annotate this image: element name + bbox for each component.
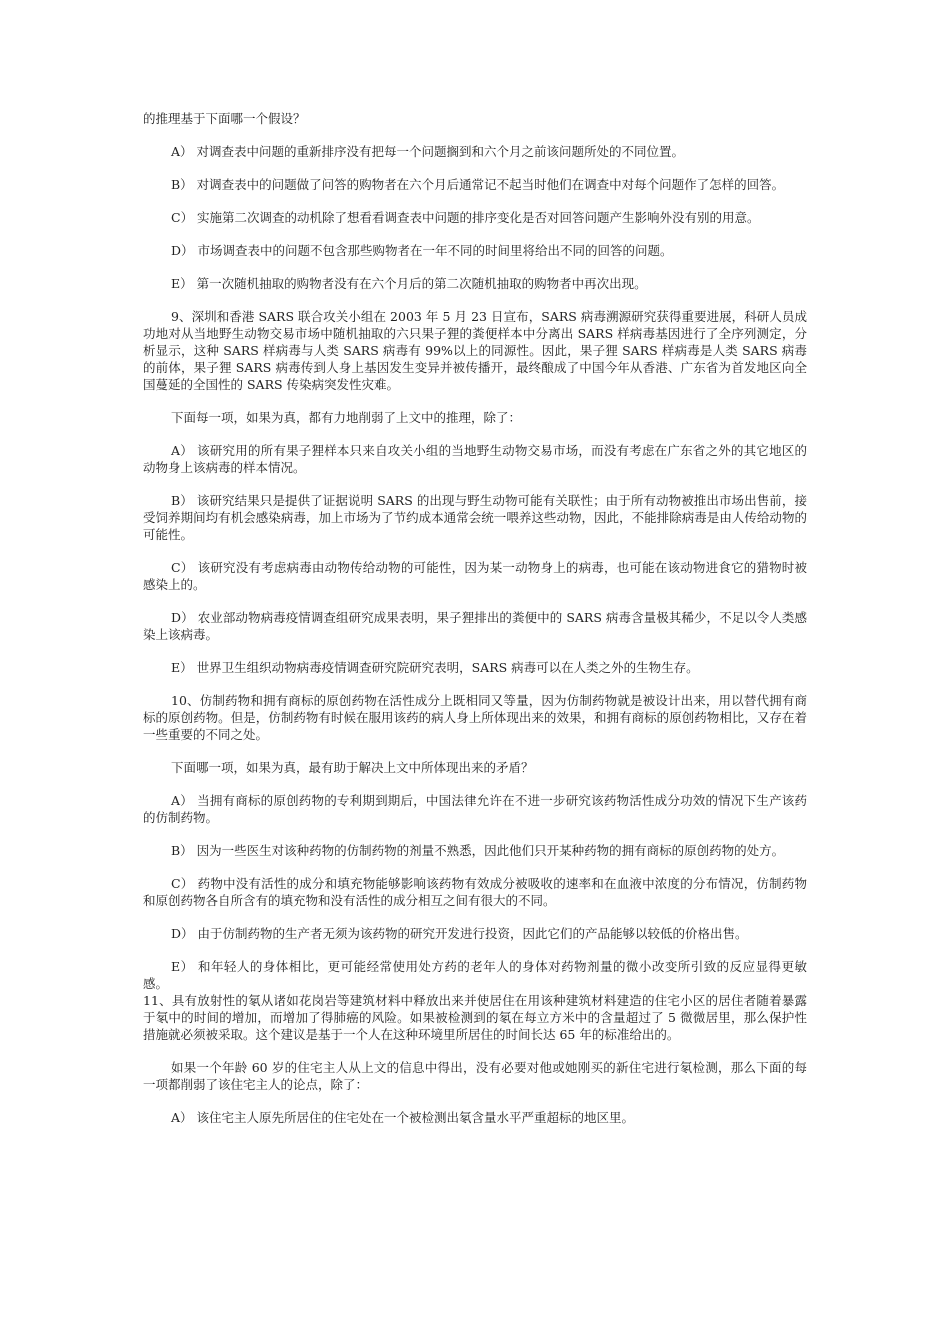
paragraph-option-d: D） 市场调查表中的问题不包含那些购物者在一年不同的时间里将给出不同的回答的问题。 <box>171 243 673 258</box>
paragraph-question-stem: 的推理基于下面哪一个假设？ <box>143 111 306 126</box>
paragraph-q10-option-e: E） 和年轻人的身体相比，更可能经常使用处方药的老年人的身体对药物剂量的微小改变所引致的反应显得更敏感。 <box>143 959 807 991</box>
paragraph-q9-option-b: B） 该研究结果只是提供了证据说明 SARS 的出现与野生动物可能有关联性；由于所有动物被推出市场出售前，接受饲养期间均有机会感染病毒，加上市场为了节约成本通常会统一喂养这些动物，因此，不能排除病毒是由人传给动物的可能性。 <box>143 493 807 542</box>
paragraph-q9-option-d: D） 农业部动物病毒疫情调查组研究成果表明，果子狸排出的粪便中的 SARS 病毒含量极其稀少，不足以令人类感染上该病毒。 <box>143 610 807 642</box>
paragraph-question-9-prompt: 下面每一项，如果为真，都有力地削弱了上文中的推理，除了： <box>171 410 522 425</box>
paragraph-question-10-prompt: 下面哪一项，如果为真，最有助于解决上文中所体现出来的矛盾？ <box>171 760 534 775</box>
paragraph-q11-option-a: A） 该住宅主人原先所居住的住宅处在一个被检测出氡含量水平严重超标的地区里。 <box>171 1110 635 1125</box>
paragraph-q9-option-c: C） 该研究没有考虑病毒由动物传给动物的可能性，因为某一动物身上的病毒，也可能在该动物进食它的猎物时被感染上的。 <box>143 560 807 592</box>
paragraph-q9-option-e: E） 世界卫生组织动物病毒疫情调查研究院研究表明，SARS 病毒可以在人类之外的生物生存。 <box>171 660 699 675</box>
paragraph-option-e: E） 第一次随机抽取的购物者没有在六个月后的第二次随机抽取的购物者中再次出现。 <box>171 276 647 291</box>
paragraph-option-c: C） 实施第二次调查的动机除了想看看调查表中问题的排序变化是否对回答问题产生影响外没有别的用意。 <box>171 210 760 225</box>
paragraph-q10-option-c: C） 药物中没有活性的成分和填充物能够影响该药物有效成分被吸收的速率和在血液中浓度的分布情况，仿制药物和原创药物各自所含有的填充物和没有活性的成分相互之间有很大的不同。 <box>143 876 807 908</box>
paragraph-option-b: B） 对调查表中的问题做了问答的购物者在六个月后通常记不起当时他们在调查中对每个问题作了怎样的回答。 <box>171 177 785 192</box>
paragraph-option-a: A） 对调查表中问题的重新排序没有把每一个问题搁到和六个月之前该问题所处的不同位置。 <box>171 144 685 159</box>
paragraph-question-11-prompt: 如果一个年龄 60 岁的住宅主人从上文的信息中得出，没有必要对他或她刚买的新住宅进行氡检测，那么下面的每一项都削弱了该住宅主人的论点，除了： <box>143 1060 807 1092</box>
paragraph-q9-option-a: A） 该研究用的所有果子狸样本只来自攻关小组的当地野生动物交易市场，而没有考虑在广东省之外的其它地区的动物身上该病毒的样本情况。 <box>143 443 807 475</box>
paragraph-q10-option-a: A） 当拥有商标的原创药物的专利期到期后，中国法律允许在不进一步研究该药物活性成分功效的情况下生产该药的仿制药物。 <box>143 793 807 825</box>
paragraph-q10-option-b: B） 因为一些医生对该种药物的仿制药物的剂量不熟悉，因此他们只开某种药物的拥有商标的原创药物的处方。 <box>171 843 785 858</box>
document-page <box>143 110 807 1142</box>
paragraph-question-9: 9、深圳和香港 SARS 联合攻关小组在 2003 年 5 月 23 日宣布，SARS 病毒溯源研究获得重要进展，科研人员成功地对从当地野生动物交易市场中随机抽取的六只果子狸的粪便样本中分离出 SARS 样病毒基因进行了全序列测定，分析显示，这种 SARS 样病毒与人类 SARS 病毒有 99%以上的同源性。因此，果子狸 SARS 样病毒是人类 SARS 病毒的前体，果子狸 SARS 病毒传到人身上基因发生变异并被传播开，最终酿成了中国今年从香港、广东省为首发地区向全国蔓延的全国性的 SARS 传染病突发性灾难。 <box>143 309 807 392</box>
paragraph-q10-option-d: D） 由于仿制药物的生产者无须为该药物的研究开发进行投资，因此它们的产品能够以较低的价格出售。 <box>171 926 748 941</box>
paragraph-question-11: 11、具有放射性的氡从诸如花岗岩等建筑材料中释放出来并使居住在用该种建筑材料建造的住宅小区的居住者随着暴露于氡中的时间的增加，而增加了得肺癌的风险。如果被检测到的氡在每立方米中的含量超过了 5 微微居里，那么保护性措施就必须被采取。这个建议是基于一个人在这种环境里所居住的时间长达 65 年的标准给出的。 <box>143 993 807 1042</box>
paragraph-question-10: 10、仿制药物和拥有商标的原创药物在活性成分上既相同又等量，因为仿制药物就是被设计出来，用以替代拥有商标的原创药物。但是，仿制药物有时候在服用该药的病人身上所体现出来的效果，和拥有商标的原创药物相比，又存在着一些重要的不同之处。 <box>143 693 807 742</box>
